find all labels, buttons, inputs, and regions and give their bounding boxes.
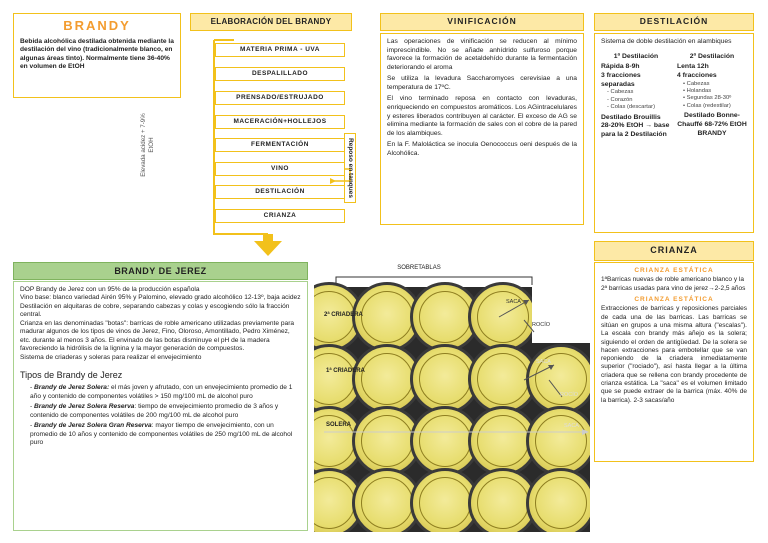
label-criadera-2: 2ª CRIADERA xyxy=(324,312,363,318)
tipo-name: Brandy de Jerez Solera: xyxy=(34,384,110,392)
destilacion-col-1 xyxy=(601,53,671,140)
tipo-item: - Brandy de Jerez Solera Reserva: tiempo de envejecimiento promedio de 3 años y contenido de componentes volátiles de 200 mg/100 mL de alcohol puro xyxy=(30,403,279,419)
vinificacion-title: VINIFICACIÓN xyxy=(380,13,584,31)
col1-head: Rápida 8-9h xyxy=(601,63,640,71)
label-rocio-2: ROCÍO xyxy=(560,392,579,398)
brandy-box xyxy=(13,13,181,98)
jerez-p1: DOP Brandy de Jerez con un 95% de la producción española xyxy=(20,286,200,293)
tipo-item: - Brandy de Jerez Solera Gran Reserva: mayor tiempo de envejecimiento, con un promedio de 10 años y contenido de componentes volátiles de 250 mg/100 mL de alcohol puro xyxy=(30,422,293,447)
jerez-p2: Vino base: blanco variedad Airén 95% y Palomino, elevado grado alcohólico 12-13º, baja acidez xyxy=(20,294,301,302)
destilacion-box xyxy=(594,33,754,233)
solera-diagram xyxy=(314,262,590,532)
step-maceracion: MACERACIÓN+HOLLEJOS xyxy=(215,115,345,129)
destilacion-intro: Sistema de doble destilación en alambiques xyxy=(601,38,732,45)
jerez-p5: Sistema de criaderas y soleras para realizar el envejecimiento xyxy=(20,353,202,361)
col2-head2: 4 fracciones xyxy=(677,71,717,79)
destilacion-columns xyxy=(601,53,747,140)
label-saca-3: SACA xyxy=(564,423,579,429)
col1-item-3: - Colas (descartar) xyxy=(607,104,655,111)
vinificacion-p2: Se utiliza la levadura Saccharomyces cerevisiae a una temperatura de 17ºC. xyxy=(387,75,577,91)
destilacion-title: DESTILACIÓN xyxy=(594,13,754,31)
brandy-text: Bebida alcohólica destilada obtenida mediante la destilación del vino (tradicionalmente blanco, en algunas áreas tinto). Normalmente tiene 36-40% en volumen de EtOH xyxy=(20,37,174,70)
label-criadera-1: 1ª CRIADERA xyxy=(326,368,365,374)
tipo-item: - Brandy de Jerez Solera: el más joven y afrutado, con un envejecimiento promedio de 1 año y contenido de componentes volátiles > 150 mg/100 mL de alcohol puro xyxy=(30,384,293,400)
col1-head2: 3 fracciones separadas xyxy=(601,71,641,88)
vinificacion-p3: El vino terminado reposa en contacto con levaduras, enriqueciendo en compuestos aromáticos. Los AGintracelulares y esteres liberados contribuyen al carácter. El exceso de AG se elimina mediante la formación de sales con el cobre de la pared de los alambiques. xyxy=(387,95,577,137)
side-label-acidez: Elevada acidez + 7-9% EtOH xyxy=(140,113,155,177)
col2-foot: Destilado Bonne-Chauffé 68-72% EtOH BRANDY xyxy=(677,112,747,137)
elaboracion-title: ELABORACIÓN DEL BRANDY xyxy=(190,13,352,31)
col2-head: Lenta 12h xyxy=(677,63,709,71)
tipo-desc: : tiempo de envejecimiento promedio de 3 años y contenido de componentes volátiles de 200 mg/100 mL de alcohol puro xyxy=(30,403,279,419)
jerez-box xyxy=(13,281,308,531)
step-prensado: PRENSADO/ESTRUJADO xyxy=(215,91,345,105)
vinificacion-p1: Las operaciones de vinificación se reducen al mínimo imprescindible. No se añade anhídrido sulfuroso porque favorece la formación de acetaldehído durante la fermentación deteriorando el aroma xyxy=(387,38,577,71)
tipo-name: Brandy de Jerez Solera Gran Reserva xyxy=(34,422,152,430)
col2-item-2: • Holandas xyxy=(683,88,712,95)
jerez-p4: Crianza en las denominadas "botas": barricas de roble americano utilizadas previamente para madurar algunos de los tipos de vinos de Jerez, Fino, Oloroso, Amontillado, Pedro Ximénez, etc. durante al menos 3 años. El envinado de las botas disminuye el pH de la madera favoreciendo la hidrólisis de la lignina y la mayor generación de compuestos. xyxy=(20,319,295,353)
side-label-reposo: Reposo en tanques xyxy=(344,133,356,203)
col2-item-4: • Colas (redestilar) xyxy=(683,102,731,109)
vinificacion-box xyxy=(380,33,584,225)
elaboracion-steps xyxy=(215,43,345,233)
col2-item-3: • Segundas 28-30º xyxy=(683,95,732,102)
jerez-tipos-title: Tipos de Brandy de Jerez xyxy=(20,369,123,380)
step-vino: VINO xyxy=(215,162,345,176)
saca-arrows xyxy=(314,262,590,532)
tipo-name: Brandy de Jerez Solera Reserva xyxy=(34,403,135,411)
col1-item-2: - Corazón xyxy=(607,96,633,103)
jerez-p3: Destilación en alquitaras de cobre, separando cabezas y colas y escogiendo sólo la fracción central. xyxy=(20,302,290,319)
tipo-desc: el más joven y afrutado, con un envejecimiento promedio de 1 año y contenido de componentes volátiles > 150 mg/100 mL de alcohol puro xyxy=(30,384,293,400)
col1-item-1: - Cabezas xyxy=(607,89,634,96)
step-crianza: CRIANZA xyxy=(215,209,345,223)
label-solera: SOLERA xyxy=(326,422,352,428)
crianza-title: CRIANZA xyxy=(594,241,754,261)
step-despalillado: DESPALILLADO xyxy=(215,67,345,81)
label-saca-1: SACA xyxy=(506,299,521,305)
crianza-text1: 1ªBarricas nuevas de roble americano blanco y la 2ª barricas usadas para vino de jerez→2-2,5 años xyxy=(601,276,746,292)
tipo-desc: : mayor tiempo de envejecimiento, con un promedio de 10 años y contenido de componentes volátiles de 250 mg/100 mL de alcohol puro xyxy=(30,422,293,447)
brandy-title: BRANDY xyxy=(63,18,131,33)
sobretablas-label: SOBRETABLAS xyxy=(397,265,441,271)
label-rocio-1: ROCÍO xyxy=(532,322,551,328)
col1-title: 1ª Destilación xyxy=(613,52,659,60)
label-saca-2: SACA xyxy=(536,359,551,365)
destilacion-col-2 xyxy=(677,53,747,140)
col2-title: 2ª Destilación xyxy=(689,52,735,60)
crianza-text2: Extracciones de barricas y reposiciones parciales de cada una de las barricas. Las barricas se sitúan en grupos a una misma altura ("escalas"). La escala con brandy más añejo es la solera; siguiendo el orden de antigüedad. De la solera se hacen extracciones para embotellar que se van reponiendo de la criadera inmediatamente superior ("rociado"), así hasta llegar a la última criadera que se rellena con brandy procedente de crianza estática. La "saca" es el volumen limitado que se puede extraer de la barrica (máx. 40% de la barrica). 2-3 sacas/año xyxy=(601,305,747,404)
crianza-sub1: CRIANZA ESTÁTICA xyxy=(634,267,714,274)
jerez-title: BRANDY DE JEREZ xyxy=(13,262,308,280)
col1-foot: Destilado Brouillis 28-20% EtOH → base para la 2 Destilación xyxy=(601,113,670,138)
crianza-box xyxy=(594,262,754,462)
step-materia-prima: MATERIA PRIMA - UVA xyxy=(215,43,345,57)
vinificacion-p4: En la F. Maloláctica se inocula Oenococcus oeni después de la Alcohólica. xyxy=(387,141,577,157)
col2-item-1: • Cabezas xyxy=(683,80,710,87)
step-fermentacion: FERMENTACIÓN xyxy=(215,138,345,152)
step-destilacion: DESTILACIÓN xyxy=(215,185,345,199)
crianza-sub2: CRIANZA ESTÁTICA xyxy=(634,295,714,303)
jerez-tipos-list xyxy=(20,384,301,447)
